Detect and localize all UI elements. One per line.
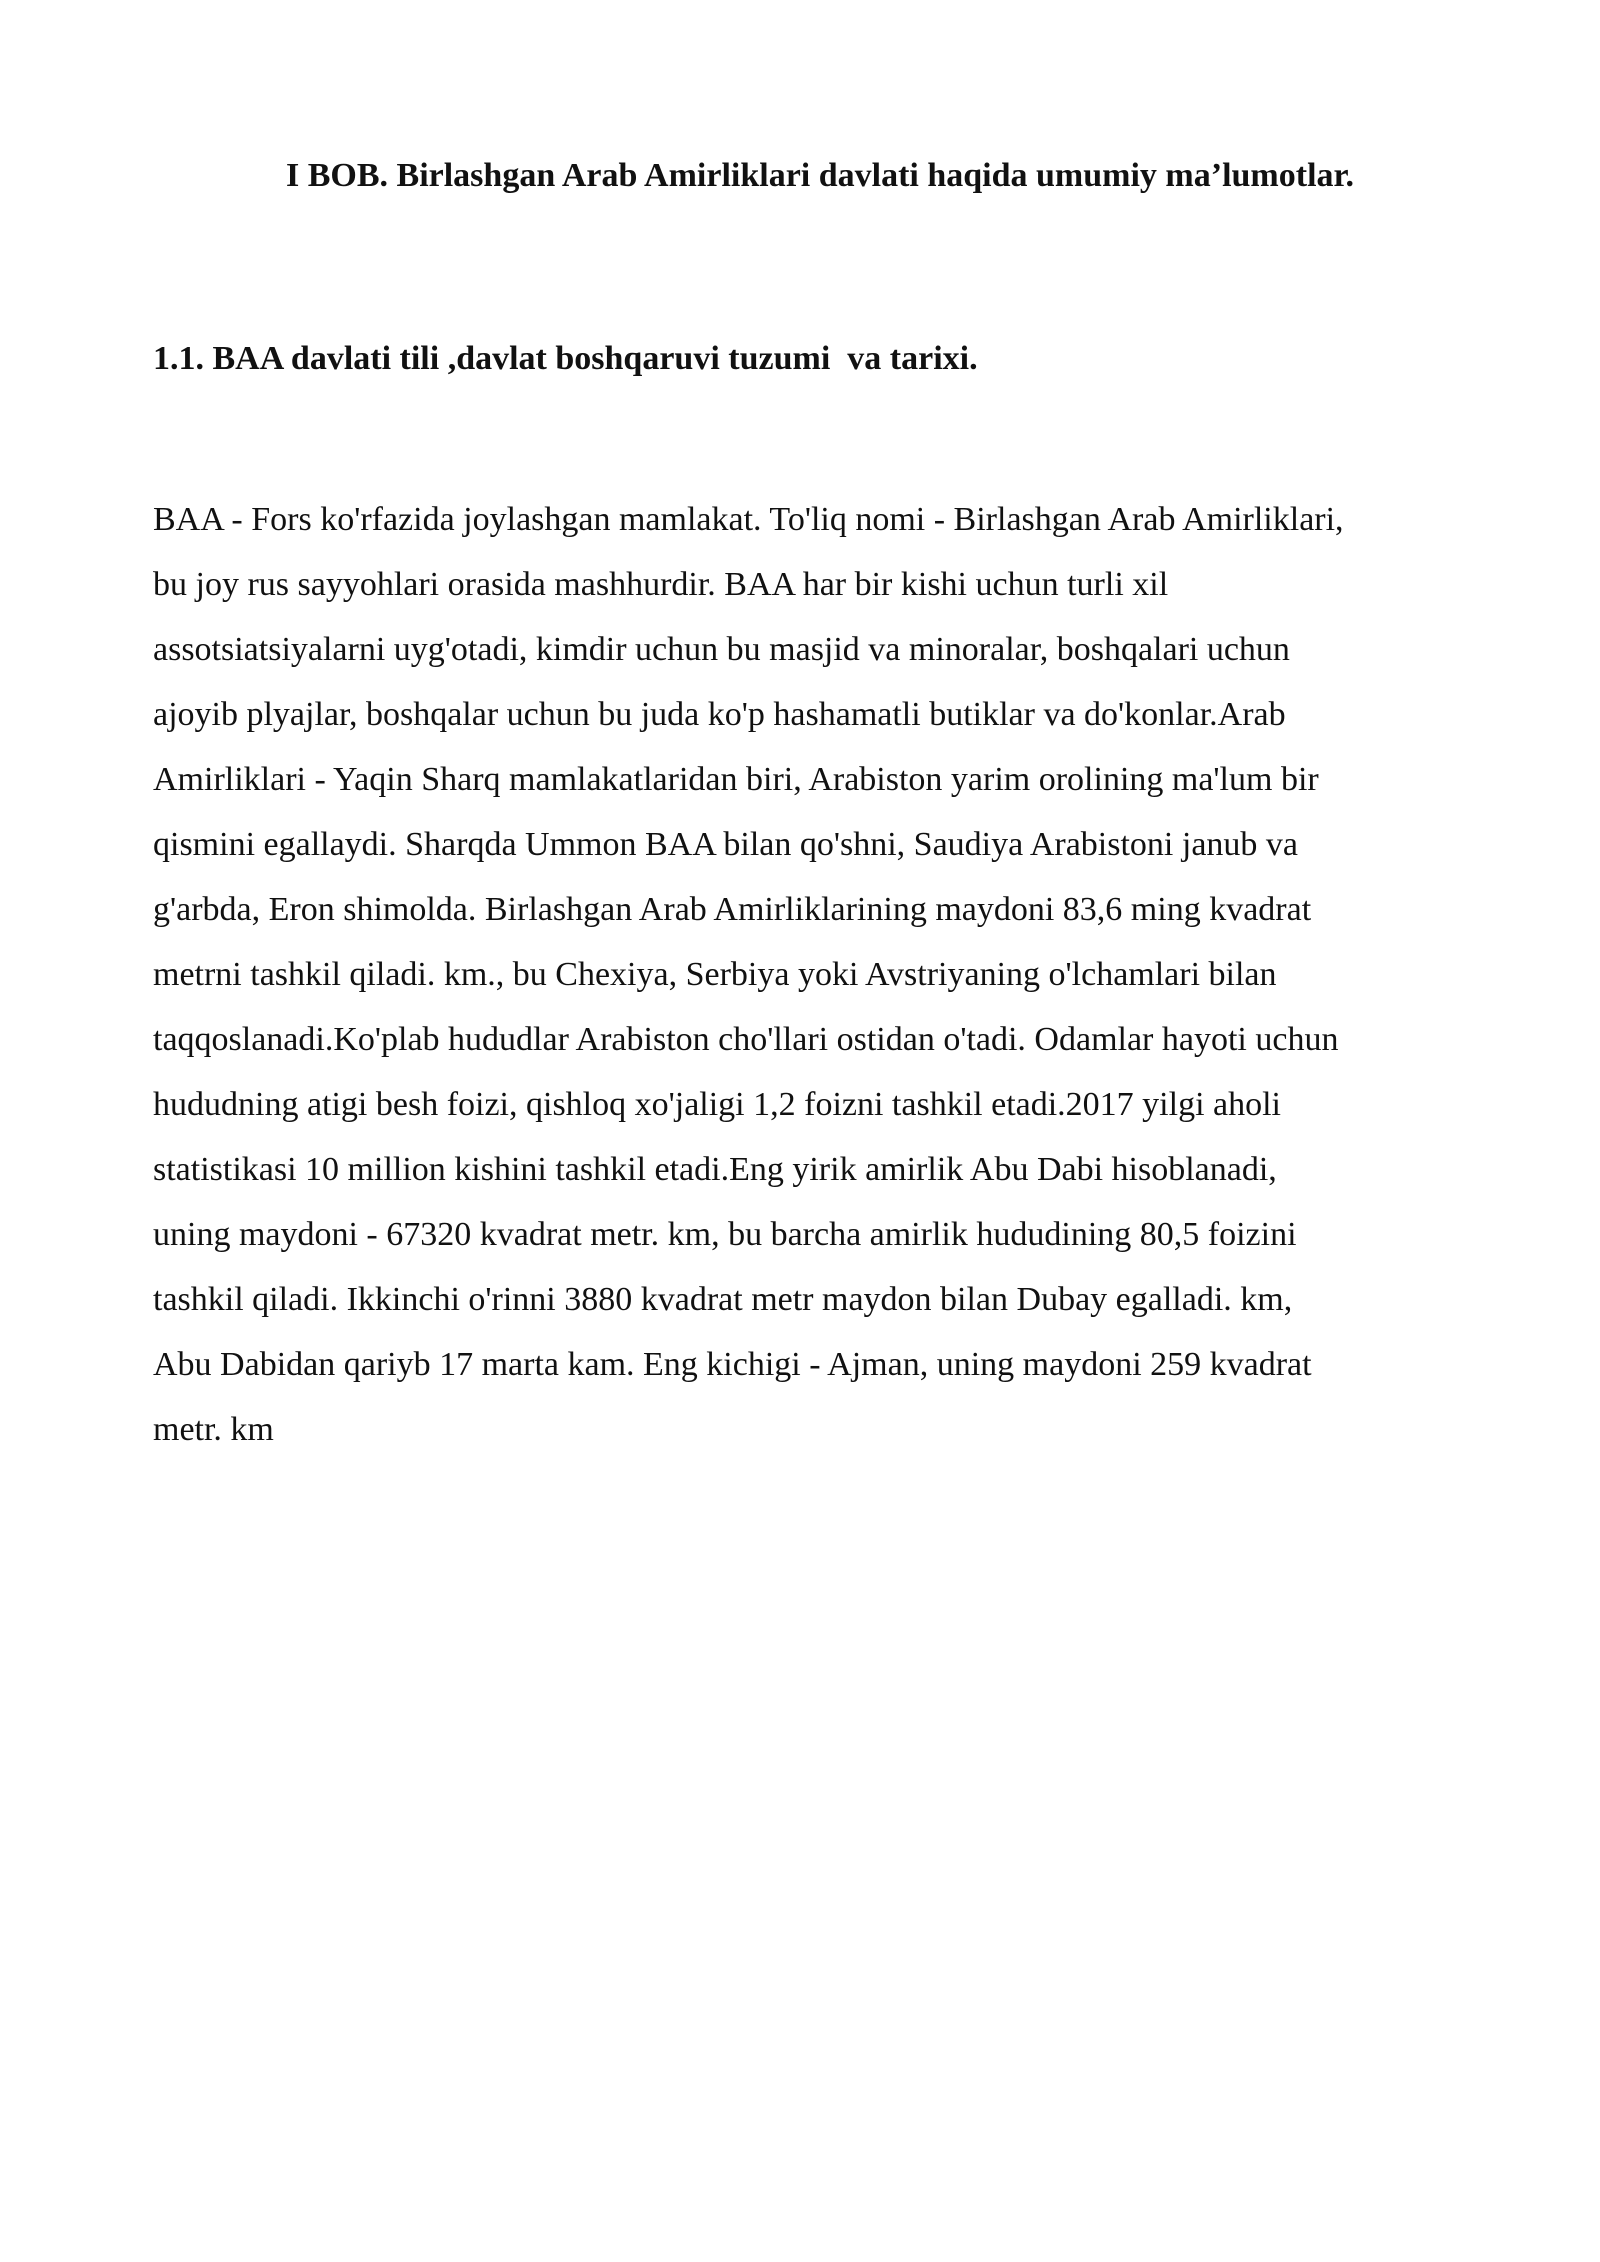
body-line: Abu Dabidan qariyb 17 marta kam. Eng kichigi - Ajman, uning maydoni 259 kvadrat <box>153 1346 1312 1383</box>
body-line: metrni tashkil qiladi. km., bu Chexiya, Serbiya yoki Avstriyaning o'lchamlari bilan <box>153 956 1277 993</box>
chapter-title: I BOB. Birlashgan Arab Amirliklari davlati haqida umumiy ma’lumotlar. <box>285 157 1354 194</box>
body-line: uning maydoni - 67320 kvadrat metr. km, bu barcha amirlik hududining 80,5 foizini <box>153 1216 1297 1253</box>
body-line: metr. km <box>153 1411 274 1448</box>
body-line: ajoyib plyajlar, boshqalar uchun bu juda ko'p hashamatli butiklar va do'konlar.Arab <box>153 696 1286 733</box>
body-line: qismini egallaydi. Sharqda Ummon BAA bilan qo'shni, Saudiya Arabistoni janub va <box>153 826 1299 863</box>
body-line: g'arbda, Eron shimolda. Birlashgan Arab Amirliklarining maydoni 83,6 ming kvadrat <box>153 891 1312 928</box>
body-line: statistikasi 10 million kishini tashkil etadi.Eng yirik amirlik Abu Dabi hisoblanadi, <box>153 1151 1277 1188</box>
body-line: bu joy rus sayyohlari orasida mashhurdir. BAA har bir kishi uchun turli xil <box>153 566 1169 603</box>
body-line: BAA - Fors ko'rfazida joylashgan mamlakat. To'liq nomi - Birlashgan Arab Amirliklari, <box>153 501 1344 538</box>
body-paragraph <box>153 487 1493 1462</box>
body-line: taqqoslanadi.Ko'plab hududlar Arabiston cho'llari ostidan o'tadi. Odamlar hayoti uchun <box>153 1021 1339 1058</box>
section-title: 1.1. BAA davlati tili ,davlat boshqaruvi tuzumi va tarixi. <box>153 340 978 377</box>
body-line: tashkil qiladi. Ikkinchi o'rinni 3880 kvadrat metr maydon bilan Dubay egalladi. km, <box>153 1281 1293 1318</box>
body-line: assotsiatsiyalarni uyg'otadi, kimdir uchun bu masjid va minoralar, boshqalari uchun <box>153 631 1290 668</box>
body-line: hududning atigi besh foizi, qishloq xo'jaligi 1,2 foizni tashkil etadi.2017 yilgi aholi <box>153 1086 1281 1123</box>
body-line: Amirliklari - Yaqin Sharq mamlakatlaridan biri, Arabiston yarim orolining ma'lum bir <box>153 761 1319 798</box>
